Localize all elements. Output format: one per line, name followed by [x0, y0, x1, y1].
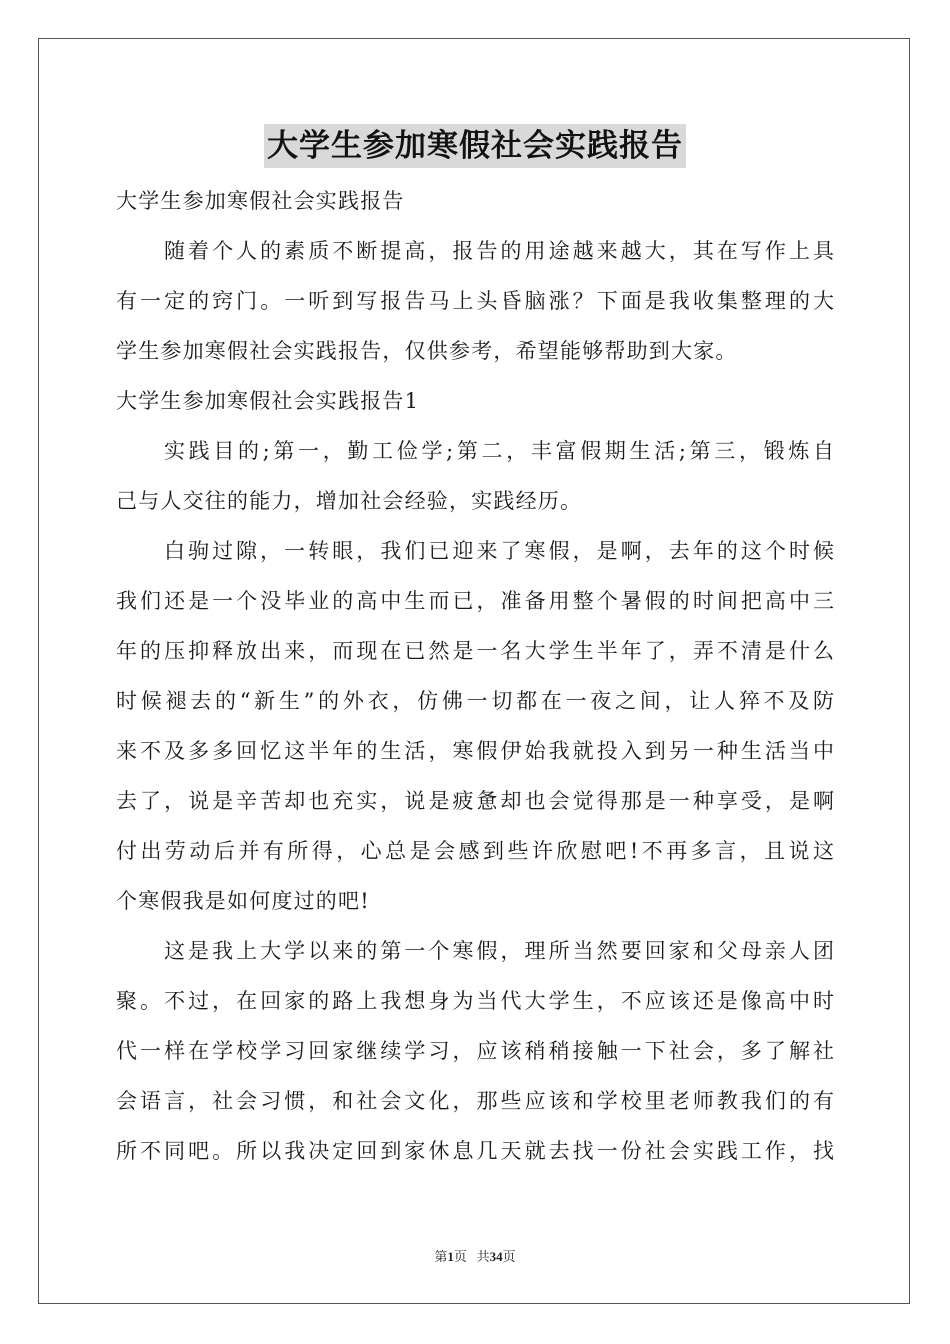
text-line: 大学生参加寒假社会实践报告	[116, 189, 405, 213]
text-line: 付出劳动后并有所得，心总是会感到些许欣慰吧!不再多言，且说这	[116, 839, 834, 863]
page-prefix: 第	[434, 1249, 448, 1264]
text-line: 随着个人的素质不断提高，报告的用途越来越大，其在写作上具	[164, 239, 834, 263]
text-line: 大学生参加寒假社会实践报告1	[116, 389, 420, 413]
text-line: 学生参加寒假社会实践报告，仅供参考，希望能够帮助到大家。	[116, 339, 738, 363]
text-line: 去了，说是辛苦却也充实，说是疲惫却也会觉得那是一种享受，是啊	[116, 789, 834, 813]
text-line: 有一定的窍门。一听到写报告马上头昏脑涨？下面是我收集整理的大	[116, 289, 834, 313]
total-prefix: 共	[476, 1249, 490, 1264]
text-line: 时候褪去的“新生”的外衣，仿佛一切都在一夜之间，让人猝不及防	[116, 689, 834, 713]
text-line: 白驹过隙，一转眼，我们已迎来了寒假，是啊，去年的这个时候	[164, 539, 834, 563]
title-wrapper	[116, 124, 834, 170]
document-title: 大学生参加寒假社会实践报告	[264, 124, 686, 168]
text-line: 个寒假我是如何度过的吧!	[116, 889, 370, 913]
text-line: 代一样在学校学习回家继续学习，应该稍稍接触一下社会，多了解社	[116, 1039, 834, 1063]
text-line: 己与人交往的能力，增加社会经验，实践经历。	[116, 489, 583, 513]
page-footer	[0, 1246, 950, 1265]
page-number: 1	[447, 1249, 454, 1264]
total-suffix: 页	[502, 1249, 516, 1264]
text-line: 实践目的;第一，勤工俭学;第二，丰富假期生活;第三，锻炼自	[164, 439, 834, 463]
page-suffix: 页	[453, 1249, 467, 1264]
text-line: 我们还是一个没毕业的高中生而已，准备用整个暑假的时间把高中三	[116, 589, 834, 613]
total-pages: 34	[489, 1249, 503, 1264]
text-line: 这是我上大学以来的第一个寒假，理所当然要回家和父母亲人团	[164, 939, 834, 963]
text-line: 年的压抑释放出来，而现在已然是一名大学生半年了，弄不清是什么	[116, 639, 834, 663]
text-line: 聚。不过，在回家的路上我想身为当代大学生，不应该还是像高中时	[116, 989, 834, 1013]
text-line: 来不及多多回忆这半年的生活，寒假伊始我就投入到另一种生活当中	[116, 739, 834, 763]
document-body	[116, 124, 834, 1176]
text-line: 所不同吧。所以我决定回到家休息几天就去找一份社会实践工作，找	[116, 1139, 834, 1163]
text-line: 会语言，社会习惯，和社会文化，那些应该和学校里老师教我们的有	[116, 1089, 834, 1113]
